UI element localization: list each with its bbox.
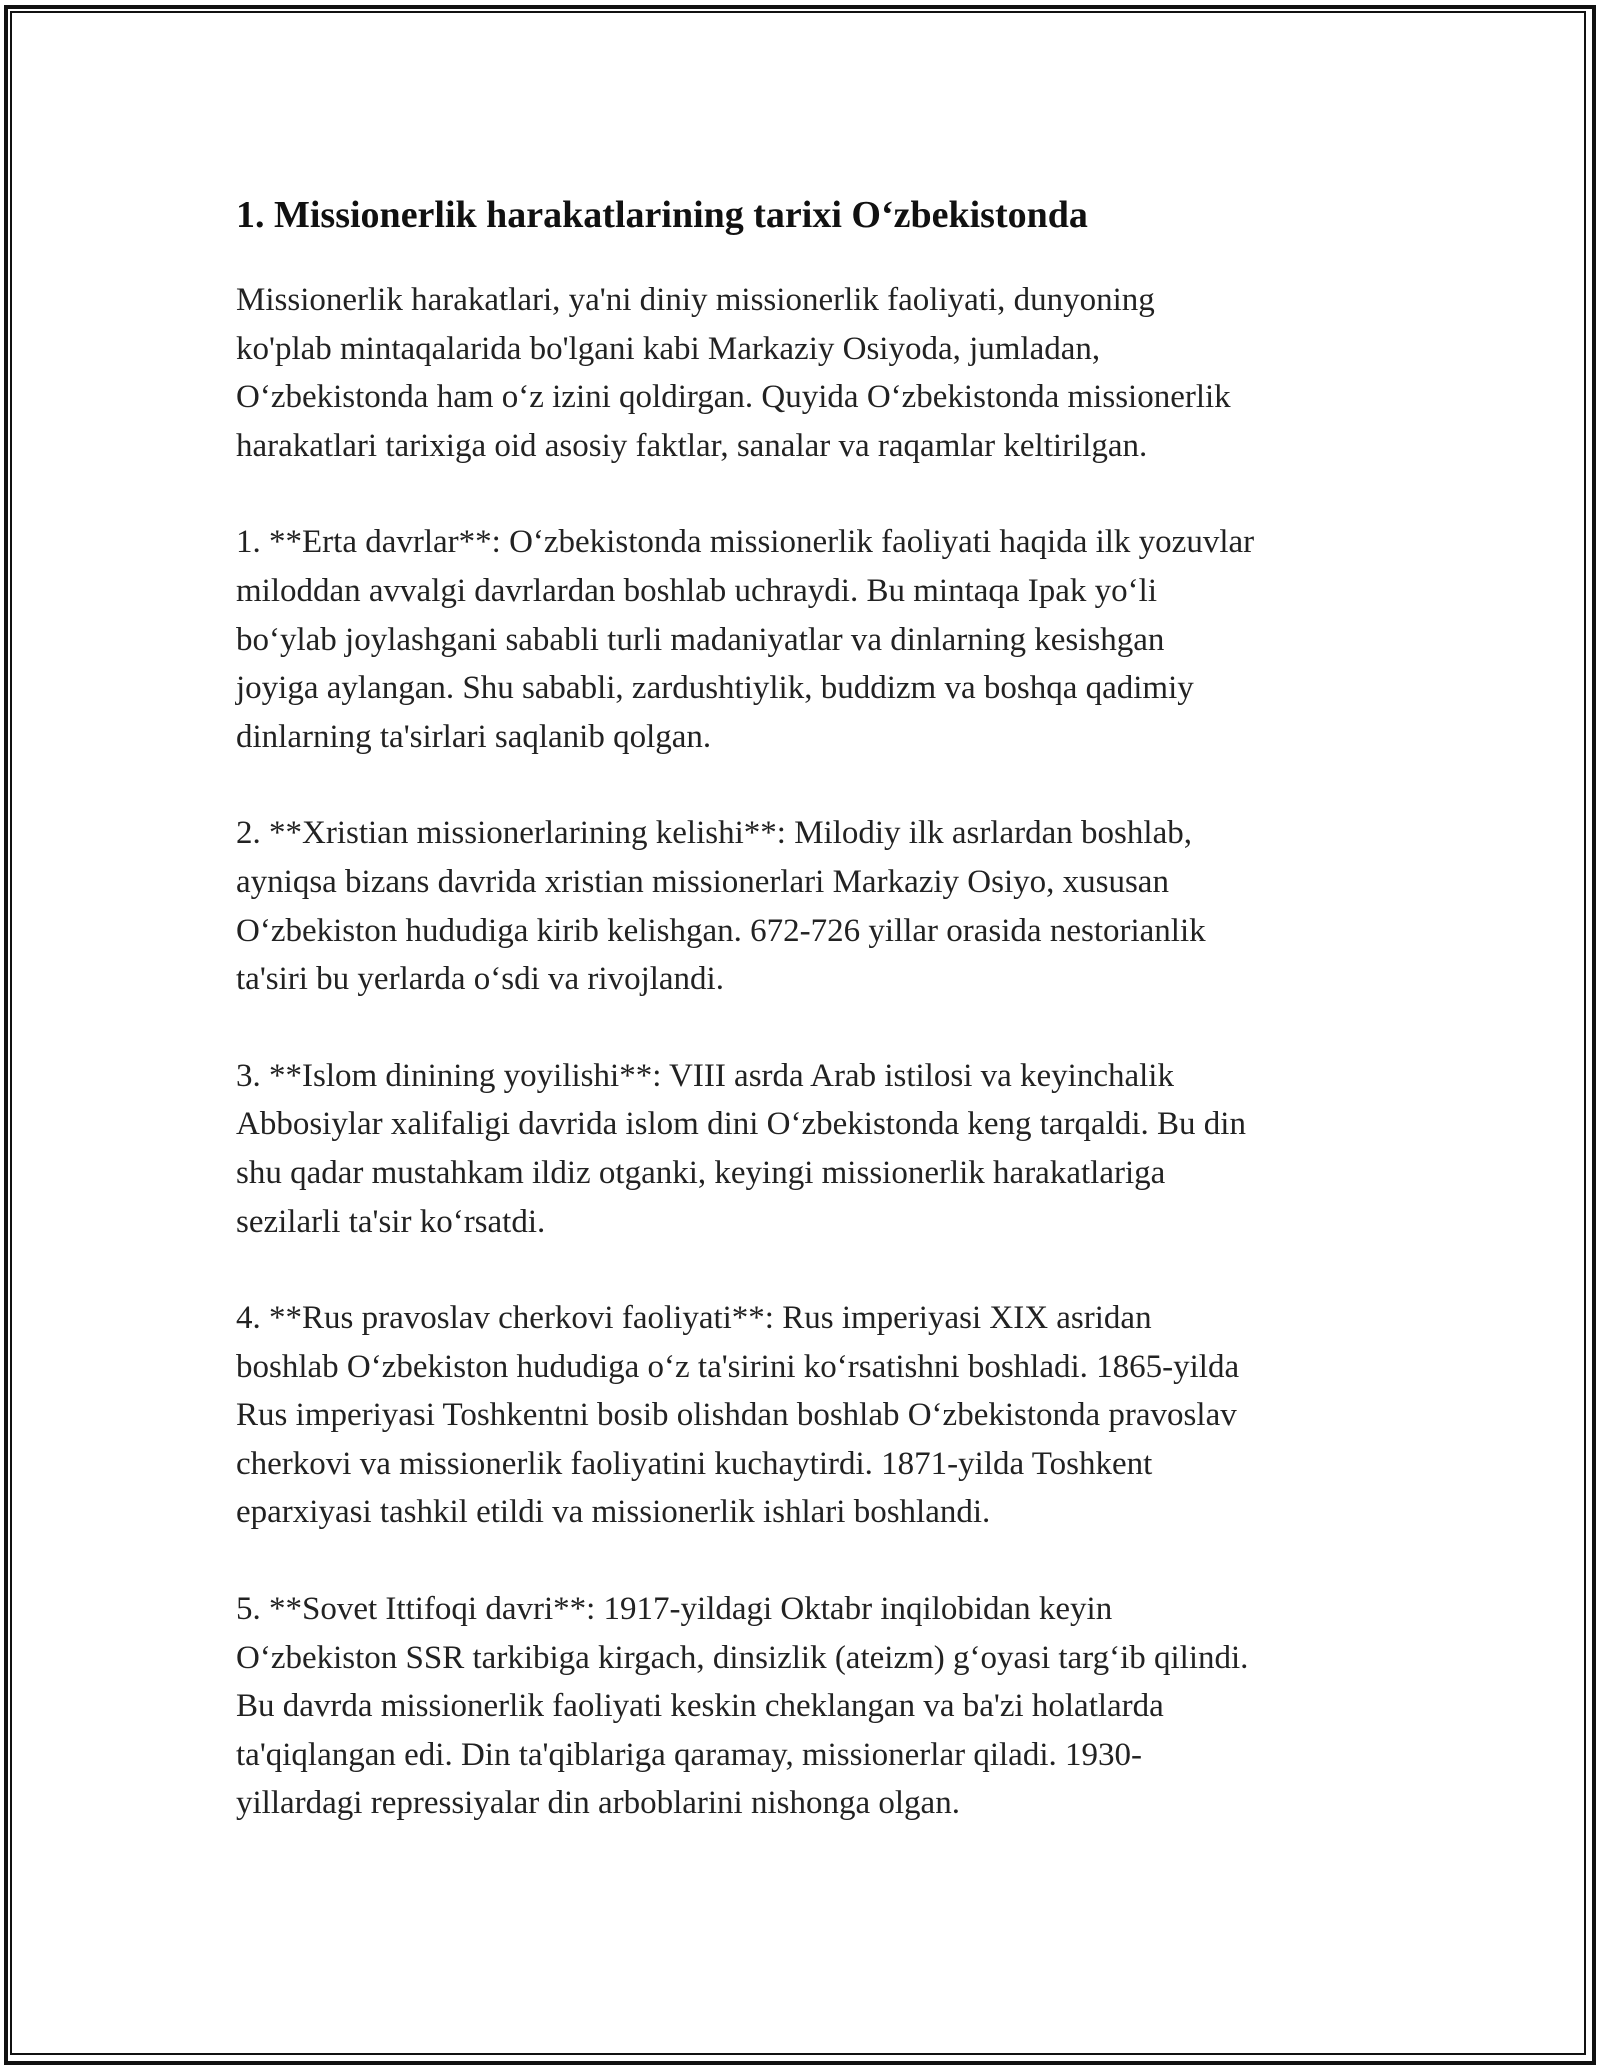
paragraph-line: O‘zbekiston hududiga kirib kelishgan. 672-726 yillar orasida nestorianlik [236, 912, 1206, 949]
paragraph-line: 1. **Erta davrlar**: O‘zbekistonda missionerlik faoliyati haqida ilk yozuvlar [236, 524, 1255, 561]
paragraph-spread-of-islam [236, 1052, 1386, 1246]
paragraph-line: 2. **Xristian missionerlarining kelishi**: Milodiy ilk asrlardan boshlab, [236, 815, 1192, 852]
paragraph-line: 4. **Rus pravoslav cherkovi faoliyati**: Rus imperiyasi XIX asridan [236, 1300, 1152, 1337]
paragraph-early-periods [236, 518, 1386, 761]
paragraph-line: 3. **Islom dinining yoyilishi**: VIII asrda Arab istilosi va keyinchalik [236, 1057, 1174, 1094]
paragraph-line: Abbosiylar xalifaligi davrida islom dini O‘zbekistonda keng tarqaldi. Bu din [236, 1106, 1246, 1143]
document-heading: 1. Missionerlik harakatlarining tarixi O‘zbekistonda [236, 194, 1088, 236]
paragraph-soviet-period [236, 1585, 1386, 1828]
paragraph-line: yillardagi repressiyalar din arboblarini nishonga olgan. [236, 1785, 960, 1822]
paragraph-russian-orthodox-church [236, 1294, 1386, 1537]
paragraph-line: Rus imperiyasi Toshkentni bosib olishdan boshlab O‘zbekistonda pravoslav [236, 1397, 1237, 1434]
paragraph-line: O‘zbekistonda ham o‘z izini qoldirgan. Quyida O‘zbekistonda missionerlik [236, 379, 1231, 416]
paragraph-line: ta'siri bu yerlarda o‘sdi va rivojlandi. [236, 961, 724, 998]
paragraph-line: ta'qiqlangan edi. Din ta'qiblariga qaramay, missionerlar qiladi. 1930- [236, 1736, 1142, 1773]
paragraph-line: 5. **Sovet Ittifoqi davri**: 1917-yildagi Oktabr inqilobidan keyin [236, 1591, 1113, 1628]
paragraph-line: dinlarning ta'sirlari saqlanib qolgan. [236, 718, 712, 755]
paragraph-christian-missionaries [236, 809, 1386, 1003]
paragraph-line: O‘zbekiston SSR tarkibiga kirgach, dinsizlik (ateizm) g‘oyasi targ‘ib qilindi. [236, 1639, 1249, 1676]
paragraph-line: ayniqsa bizans davrida xristian missionerlari Markaziy Osiyo, xususan [236, 863, 1169, 900]
paragraph-line: Missionerlik harakatlari, ya'ni diniy missionerlik faoliyati, dunyoning [236, 282, 1155, 318]
paragraph-line: cherkovi va missionerlik faoliyatini kuchaytirdi. 1871-yilda Toshkent [236, 1445, 1153, 1482]
paragraph-line: eparxiyasi tashkil etildi va missionerlik ishlari boshlandi. [236, 1494, 991, 1531]
paragraph-line: miloddan avvalgi davrlardan boshlab uchraydi. Bu mintaqa Ipak yo‘li [236, 572, 1158, 609]
paragraph-line: boshlab O‘zbekiston hududiga o‘z ta'sirini ko‘rsatishni boshladi. 1865-yilda [236, 1348, 1240, 1385]
paragraph-line: bo‘ylab joylashgani sababli turli madaniyatlar va dinlarning kesishgan [236, 621, 1165, 658]
paragraph-line: Bu davrda missionerlik faoliyati keskin cheklangan va ba'zi holatlarda [236, 1688, 1164, 1725]
paragraph-line: sezilarli ta'sir ko‘rsatdi. [236, 1203, 546, 1240]
paragraph-line: ko'plab mintaqalarida bo'lgani kabi Markaziy Osiyoda, jumladan, [236, 330, 1101, 367]
paragraph-line: harakatlari tarixiga oid asosiy faktlar, sanalar va raqamlar keltirilgan. [236, 427, 1148, 464]
document-body [236, 182, 1386, 1876]
paragraph-intro [236, 276, 1386, 470]
paragraph-line: shu qadar mustahkam ildiz otganki, keyingi missionerlik harakatlariga [236, 1154, 1166, 1191]
paragraph-line: joyiga aylangan. Shu sababli, zardushtiylik, buddizm va boshqa qadimiy [236, 670, 1194, 707]
